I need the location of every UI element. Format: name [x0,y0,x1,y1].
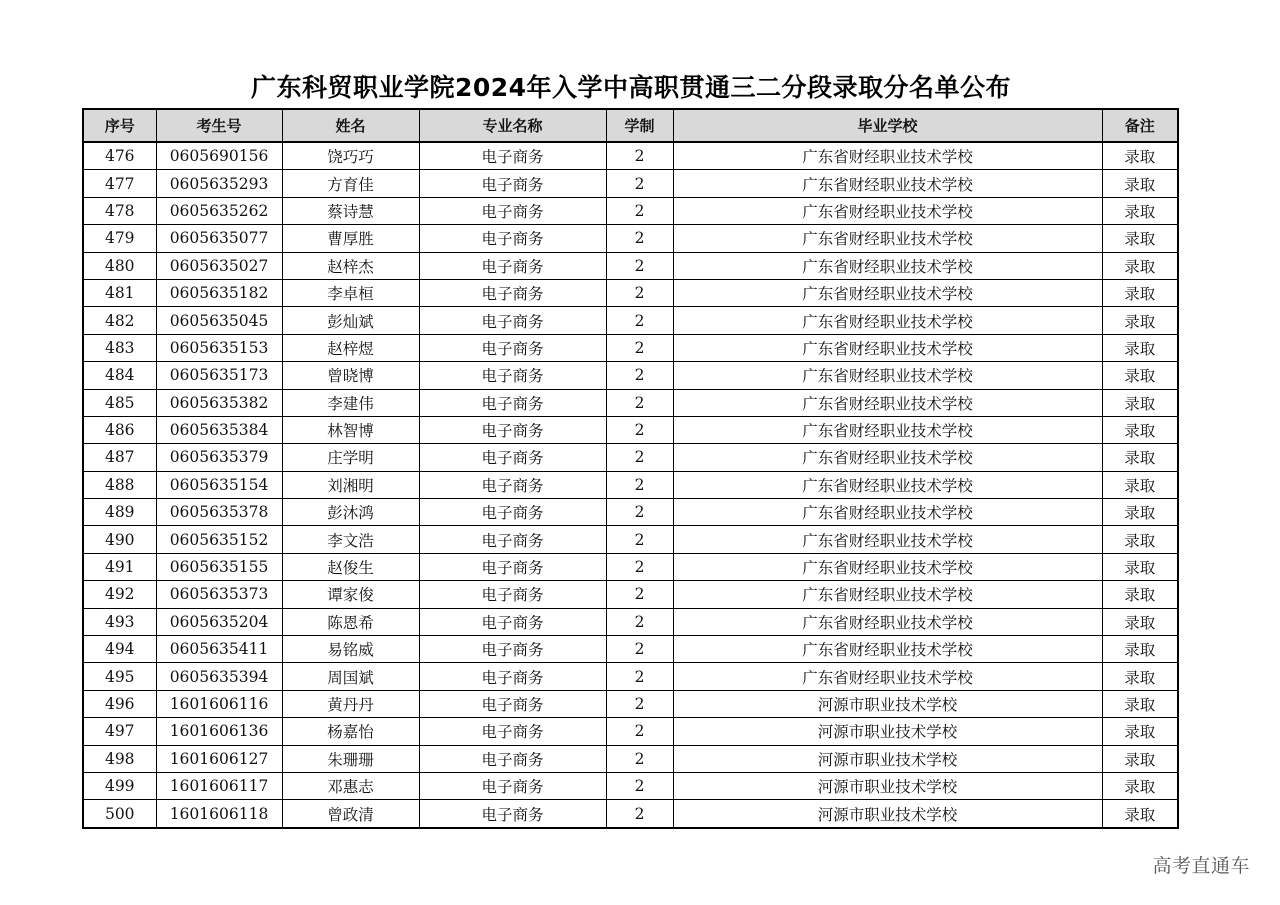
cell-candidate-id: 0605635045 [156,307,282,334]
cell-seq: 494 [83,636,156,663]
cell-major: 电子商务 [419,499,606,526]
table-row [83,252,1178,279]
cell-candidate-id: 0605635373 [156,581,282,608]
cell-school: 广东省财经职业技术学校 [673,334,1102,361]
cell-candidate-id: 0605635378 [156,499,282,526]
cell-seq: 499 [83,772,156,799]
cell-note: 录取 [1102,334,1178,361]
table-row [83,225,1178,252]
cell-duration: 2 [606,772,673,799]
cell-school: 广东省财经职业技术学校 [673,416,1102,443]
cell-note: 录取 [1102,745,1178,772]
cell-school: 广东省财经职业技术学校 [673,252,1102,279]
cell-name: 蔡诗慧 [282,197,419,224]
cell-note: 录取 [1102,581,1178,608]
cell-seq: 479 [83,225,156,252]
cell-note: 录取 [1102,608,1178,635]
cell-note: 录取 [1102,142,1178,170]
cell-major: 电子商务 [419,745,606,772]
cell-school: 河源市职业技术学校 [673,745,1102,772]
cell-seq: 481 [83,279,156,306]
cell-note: 录取 [1102,800,1178,828]
cell-note: 录取 [1102,307,1178,334]
cell-duration: 2 [606,307,673,334]
cell-candidate-id: 0605635293 [156,170,282,197]
cell-note: 录取 [1102,663,1178,690]
table-row [83,499,1178,526]
cell-major: 电子商务 [419,416,606,443]
cell-duration: 2 [606,608,673,635]
cell-candidate-id: 0605635382 [156,389,282,416]
cell-duration: 2 [606,471,673,498]
cell-candidate-id: 1601606136 [156,718,282,745]
table-row [83,663,1178,690]
cell-name: 黄丹丹 [282,690,419,717]
cell-candidate-id: 1601606127 [156,745,282,772]
table-row [83,142,1178,170]
admission-table [82,108,1179,829]
cell-note: 录取 [1102,636,1178,663]
cell-seq: 488 [83,471,156,498]
cell-duration: 2 [606,279,673,306]
cell-school: 广东省财经职业技术学校 [673,526,1102,553]
table-row [83,772,1178,799]
table-row [83,471,1178,498]
table-header-row [83,109,1178,142]
cell-candidate-id: 0605635262 [156,197,282,224]
cell-name: 朱珊珊 [282,745,419,772]
cell-candidate-id: 0605635411 [156,636,282,663]
page-title: 广东科贸职业学院2024年入学中高职贯通三二分段录取分名单公布 [250,73,1012,102]
cell-note: 录取 [1102,362,1178,389]
cell-duration: 2 [606,800,673,828]
table-row [83,362,1178,389]
table-row [83,800,1178,828]
cell-seq: 491 [83,553,156,580]
cell-note: 录取 [1102,197,1178,224]
cell-major: 电子商务 [419,170,606,197]
cell-name: 曾晓博 [282,362,419,389]
cell-school: 广东省财经职业技术学校 [673,362,1102,389]
cell-name: 彭灿斌 [282,307,419,334]
cell-major: 电子商务 [419,581,606,608]
table-body [83,142,1178,828]
cell-duration: 2 [606,526,673,553]
cell-school: 广东省财经职业技术学校 [673,581,1102,608]
cell-name: 林智博 [282,416,419,443]
cell-school: 广东省财经职业技术学校 [673,663,1102,690]
header-major: 专业名称 [419,109,606,142]
cell-name: 谭家俊 [282,581,419,608]
table-row [83,745,1178,772]
cell-note: 录取 [1102,225,1178,252]
cell-note: 录取 [1102,471,1178,498]
cell-candidate-id: 0605635182 [156,279,282,306]
cell-name: 方育佳 [282,170,419,197]
cell-major: 电子商务 [419,718,606,745]
table-row [83,416,1178,443]
cell-name: 李文浩 [282,526,419,553]
cell-note: 录取 [1102,526,1178,553]
watermark: 高考直通车 [1152,855,1250,877]
table-row [83,444,1178,471]
cell-major: 电子商务 [419,307,606,334]
cell-school: 广东省财经职业技术学校 [673,444,1102,471]
table-row [83,279,1178,306]
cell-name: 曾政清 [282,800,419,828]
cell-name: 彭沐鸿 [282,499,419,526]
header-duration: 学制 [606,109,673,142]
cell-major: 电子商务 [419,471,606,498]
cell-seq: 477 [83,170,156,197]
cell-major: 电子商务 [419,772,606,799]
cell-note: 录取 [1102,389,1178,416]
cell-school: 广东省财经职业技术学校 [673,608,1102,635]
cell-candidate-id: 0605635153 [156,334,282,361]
cell-major: 电子商务 [419,663,606,690]
cell-major: 电子商务 [419,608,606,635]
cell-name: 赵俊生 [282,553,419,580]
cell-name: 饶巧巧 [282,142,419,170]
cell-seq: 478 [83,197,156,224]
cell-note: 录取 [1102,718,1178,745]
cell-name: 李建伟 [282,389,419,416]
cell-duration: 2 [606,444,673,471]
header-candidate-id: 考生号 [156,109,282,142]
cell-candidate-id: 0605635027 [156,252,282,279]
cell-major: 电子商务 [419,800,606,828]
cell-candidate-id: 0605635379 [156,444,282,471]
table-row [83,553,1178,580]
header-note: 备注 [1102,109,1178,142]
cell-name: 赵梓煜 [282,334,419,361]
cell-seq: 486 [83,416,156,443]
cell-school: 广东省财经职业技术学校 [673,142,1102,170]
header-school: 毕业学校 [673,109,1102,142]
header-name: 姓名 [282,109,419,142]
table-row [83,170,1178,197]
cell-seq: 476 [83,142,156,170]
cell-candidate-id: 0605635077 [156,225,282,252]
cell-seq: 493 [83,608,156,635]
cell-name: 陈恩希 [282,608,419,635]
cell-major: 电子商务 [419,197,606,224]
table-row [83,718,1178,745]
cell-note: 录取 [1102,690,1178,717]
table-row [83,608,1178,635]
cell-duration: 2 [606,553,673,580]
cell-major: 电子商务 [419,690,606,717]
cell-candidate-id: 0605635173 [156,362,282,389]
cell-name: 易铭威 [282,636,419,663]
table-row [83,389,1178,416]
cell-candidate-id: 0605635152 [156,526,282,553]
cell-candidate-id: 0605635154 [156,471,282,498]
cell-duration: 2 [606,718,673,745]
table-row [83,307,1178,334]
cell-duration: 2 [606,636,673,663]
cell-name: 杨嘉怡 [282,718,419,745]
cell-candidate-id: 0605635384 [156,416,282,443]
cell-major: 电子商务 [419,526,606,553]
table-row [83,581,1178,608]
cell-school: 广东省财经职业技术学校 [673,307,1102,334]
table-row [83,197,1178,224]
cell-candidate-id: 1601606116 [156,690,282,717]
cell-duration: 2 [606,416,673,443]
cell-note: 录取 [1102,170,1178,197]
cell-candidate-id: 0605690156 [156,142,282,170]
cell-duration: 2 [606,745,673,772]
cell-note: 录取 [1102,416,1178,443]
cell-seq: 480 [83,252,156,279]
cell-note: 录取 [1102,553,1178,580]
table-row [83,636,1178,663]
cell-seq: 496 [83,690,156,717]
cell-name: 邓惠志 [282,772,419,799]
cell-note: 录取 [1102,252,1178,279]
cell-school: 广东省财经职业技术学校 [673,170,1102,197]
cell-school: 广东省财经职业技术学校 [673,471,1102,498]
cell-major: 电子商务 [419,362,606,389]
cell-seq: 498 [83,745,156,772]
cell-duration: 2 [606,663,673,690]
cell-note: 录取 [1102,279,1178,306]
cell-school: 广东省财经职业技术学校 [673,279,1102,306]
cell-candidate-id: 1601606118 [156,800,282,828]
cell-seq: 484 [83,362,156,389]
cell-duration: 2 [606,197,673,224]
cell-major: 电子商务 [419,142,606,170]
cell-school: 河源市职业技术学校 [673,772,1102,799]
cell-school: 广东省财经职业技术学校 [673,636,1102,663]
cell-school: 广东省财经职业技术学校 [673,499,1102,526]
cell-duration: 2 [606,362,673,389]
header-seq: 序号 [83,109,156,142]
cell-name: 赵梓杰 [282,252,419,279]
cell-duration: 2 [606,142,673,170]
cell-school: 河源市职业技术学校 [673,690,1102,717]
cell-school: 广东省财经职业技术学校 [673,389,1102,416]
cell-school: 广东省财经职业技术学校 [673,553,1102,580]
cell-seq: 497 [83,718,156,745]
table-row [83,526,1178,553]
cell-seq: 490 [83,526,156,553]
cell-seq: 495 [83,663,156,690]
cell-duration: 2 [606,690,673,717]
cell-major: 电子商务 [419,444,606,471]
cell-school: 广东省财经职业技术学校 [673,225,1102,252]
cell-seq: 487 [83,444,156,471]
cell-school: 河源市职业技术学校 [673,718,1102,745]
table-row [83,690,1178,717]
cell-major: 电子商务 [419,553,606,580]
cell-duration: 2 [606,252,673,279]
cell-candidate-id: 1601606117 [156,772,282,799]
cell-school: 河源市职业技术学校 [673,800,1102,828]
cell-duration: 2 [606,225,673,252]
cell-duration: 2 [606,170,673,197]
cell-name: 刘湘明 [282,471,419,498]
cell-seq: 483 [83,334,156,361]
cell-major: 电子商务 [419,334,606,361]
cell-candidate-id: 0605635394 [156,663,282,690]
cell-name: 周国斌 [282,663,419,690]
cell-major: 电子商务 [419,252,606,279]
cell-major: 电子商务 [419,636,606,663]
cell-duration: 2 [606,334,673,361]
cell-name: 曹厚胜 [282,225,419,252]
cell-duration: 2 [606,499,673,526]
cell-name: 李卓桓 [282,279,419,306]
cell-major: 电子商务 [419,389,606,416]
cell-seq: 489 [83,499,156,526]
cell-seq: 500 [83,800,156,828]
cell-name: 庄学明 [282,444,419,471]
cell-seq: 485 [83,389,156,416]
cell-duration: 2 [606,389,673,416]
cell-seq: 492 [83,581,156,608]
cell-candidate-id: 0605635204 [156,608,282,635]
cell-seq: 482 [83,307,156,334]
cell-duration: 2 [606,581,673,608]
cell-school: 广东省财经职业技术学校 [673,197,1102,224]
cell-note: 录取 [1102,444,1178,471]
cell-note: 录取 [1102,772,1178,799]
cell-major: 电子商务 [419,225,606,252]
cell-candidate-id: 0605635155 [156,553,282,580]
table-row [83,334,1178,361]
cell-note: 录取 [1102,499,1178,526]
cell-major: 电子商务 [419,279,606,306]
